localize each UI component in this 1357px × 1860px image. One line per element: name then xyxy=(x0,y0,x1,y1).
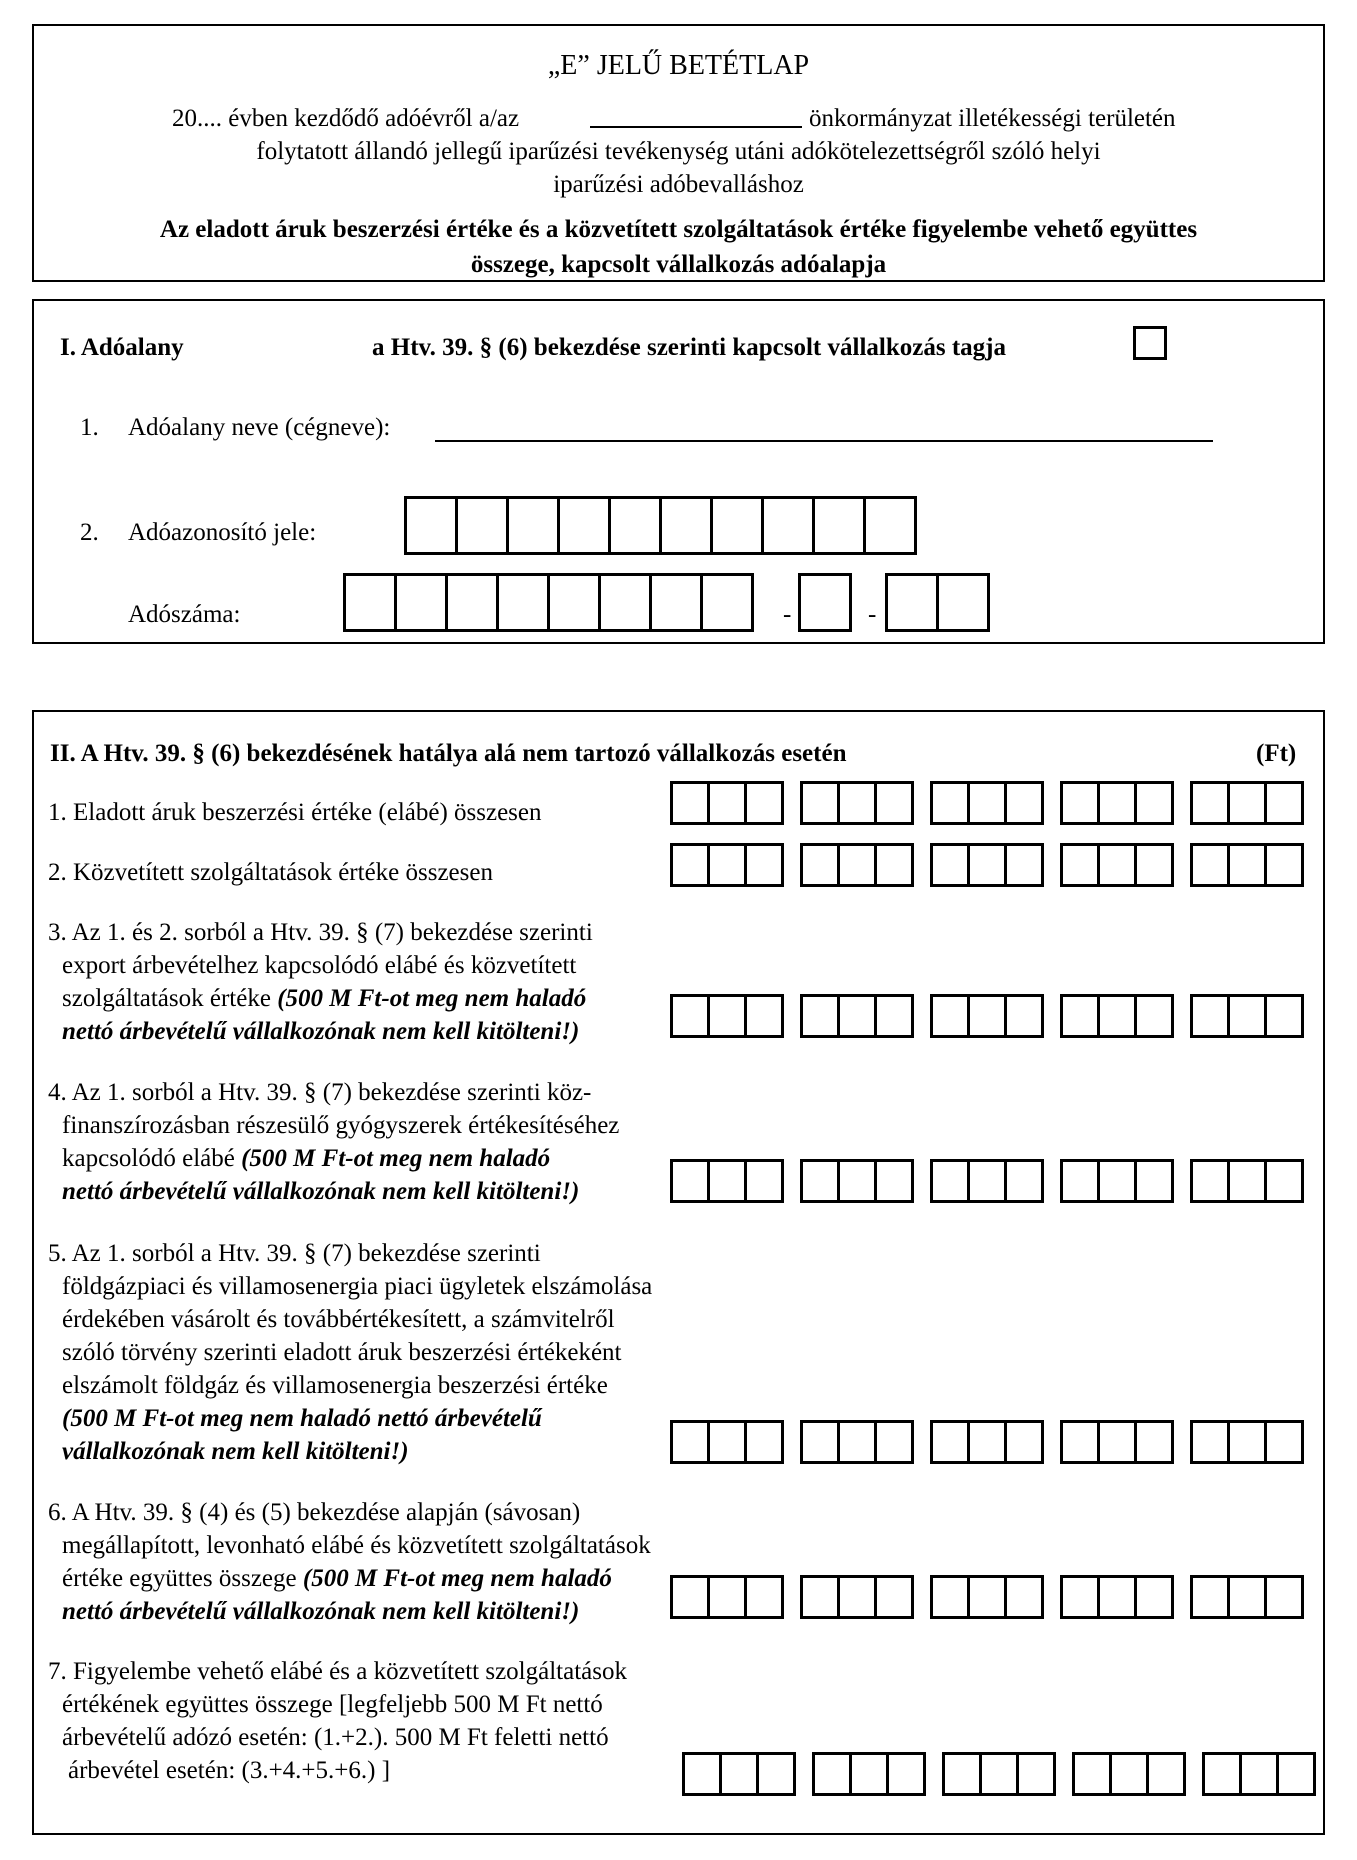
amount-digit-cell[interactable] xyxy=(1060,1159,1100,1203)
amount-digit-cell[interactable] xyxy=(1276,1752,1316,1796)
row6-amount-cells[interactable] xyxy=(670,1575,1304,1619)
amount-digit-cell[interactable] xyxy=(1134,1159,1174,1203)
amount-digit-cell[interactable] xyxy=(670,781,710,825)
row4-line3: kapcsolódó elábé (500 M Ft-ot meg nem haladó xyxy=(62,1145,551,1172)
dash-2: - xyxy=(868,601,877,628)
amount-digit-cell[interactable] xyxy=(1060,1575,1100,1619)
amount-digit-cell[interactable] xyxy=(886,1752,926,1796)
dash-1: - xyxy=(783,601,792,628)
amount-digit-cell[interactable] xyxy=(837,1159,877,1203)
amount-digit-cell[interactable] xyxy=(1190,1159,1230,1203)
amount-digit-cell[interactable] xyxy=(837,1420,877,1464)
amount-digit-cell[interactable] xyxy=(874,843,914,887)
row3-line4: nettó árbevételű vállalkozónak nem kell kitölteni!) xyxy=(62,1018,580,1045)
amount-digit-cell[interactable] xyxy=(1097,843,1137,887)
amount-digit-cell[interactable] xyxy=(1134,781,1174,825)
row5-line3: érdekében vásárolt és továbbértékesített, a számvitelről xyxy=(62,1306,615,1333)
amount-digit-cell[interactable] xyxy=(707,1420,747,1464)
amount-digit-cell[interactable] xyxy=(1227,994,1267,1038)
amount-digit-cell[interactable] xyxy=(707,1159,747,1203)
amount-digit-cell[interactable] xyxy=(1097,1575,1137,1619)
amount-digit-cell[interactable] xyxy=(1190,1420,1230,1464)
amount-digit-cell[interactable] xyxy=(1004,1420,1044,1464)
tax-id-cells[interactable] xyxy=(404,496,917,555)
amount-digit-cell[interactable] xyxy=(1134,994,1174,1038)
amount-digit-cell[interactable] xyxy=(1264,1420,1304,1464)
amount-digit-cell[interactable] xyxy=(837,843,877,887)
amount-digit-cell[interactable] xyxy=(1264,843,1304,887)
row5-line5: elszámolt földgáz és villamosenergia beszerzési értéke xyxy=(62,1372,608,1399)
amount-digit-cell[interactable] xyxy=(1004,1575,1044,1619)
row7-line2: értékének együttes összege [legfeljebb 500 M Ft nettó xyxy=(62,1691,603,1718)
row4-line1: 4. Az 1. sorból a Htv. 39. § (7) bekezdése szerinti köz- xyxy=(48,1079,592,1106)
amount-digit-cell[interactable] xyxy=(1227,1420,1267,1464)
header-bold1: Az eladott áruk beszerzési értéke és a közvetített szolgáltatások értéke figyelembe vehető együttes xyxy=(159,216,1198,243)
header-line1-after: önkormányzat illetékességi területén xyxy=(809,105,1176,132)
tax-number-label: Adószáma: xyxy=(128,601,241,628)
amount-digit-cell[interactable] xyxy=(874,1420,914,1464)
row3-line3: szolgáltatások értéke (500 M Ft-ot meg nem haladó xyxy=(62,985,587,1012)
amount-digit-cell[interactable] xyxy=(744,781,784,825)
row2-num: 2. xyxy=(80,519,99,546)
amount-digit-cell[interactable] xyxy=(1004,843,1044,887)
amount-digit-cell[interactable] xyxy=(670,843,710,887)
member-label: a Htv. 39. § (6) bekezdése szerinti kapcsolt vállalkozás tagja xyxy=(372,334,1006,361)
amount-digit-cell[interactable] xyxy=(1264,1159,1304,1203)
row7-amount-cells[interactable] xyxy=(682,1752,1316,1796)
row7-line1: 7. Figyelembe vehető elábé és a közvetített szolgáltatások xyxy=(48,1658,627,1685)
amount-digit-cell[interactable] xyxy=(1227,843,1267,887)
amount-digit-cell[interactable] xyxy=(942,1752,982,1796)
amount-digit-cell[interactable] xyxy=(930,843,970,887)
amount-digit-cell[interactable] xyxy=(1264,781,1304,825)
row5-line1: 5. Az 1. sorból a Htv. 39. § (7) bekezdése szerinti xyxy=(48,1240,541,1267)
amount-digit-cell[interactable] xyxy=(1134,1575,1174,1619)
amount-digit-cell[interactable] xyxy=(707,781,747,825)
amount-digit-cell[interactable] xyxy=(930,1575,970,1619)
amount-digit-cell[interactable] xyxy=(800,994,840,1038)
municipality-field[interactable] xyxy=(590,126,802,128)
header-line3: iparűzési adóbevalláshoz xyxy=(553,171,804,198)
tax-id-label: Adóazonosító jele: xyxy=(128,519,317,546)
amount-digit-cell[interactable] xyxy=(874,1575,914,1619)
amount-digit-cell[interactable] xyxy=(1146,1752,1186,1796)
amount-digit-cell[interactable] xyxy=(744,843,784,887)
unit-label: (Ft) xyxy=(1256,740,1297,767)
amount-digit-cell[interactable] xyxy=(744,1420,784,1464)
amount-digit-cell[interactable] xyxy=(1190,994,1230,1038)
section2-heading: II. A Htv. 39. § (6) bekezdésének hatálya alá nem tartozó vállalkozás esetén xyxy=(50,740,847,767)
amount-digit-cell[interactable] xyxy=(800,1159,840,1203)
row4-line4: nettó árbevételű vállalkozónak nem kell kitölteni!) xyxy=(62,1178,580,1205)
row3-line2: export árbevételhez kapcsolódó elábé és közvetített xyxy=(62,952,577,979)
amount-digit-cell[interactable] xyxy=(670,1575,710,1619)
amount-digit-cell[interactable] xyxy=(756,1752,796,1796)
page-title: „E” JELŰ BETÉTLAP xyxy=(547,50,810,81)
amount-digit-cell[interactable] xyxy=(744,1575,784,1619)
header-line2: folytatott állandó jellegű iparűzési tevékenység utáni adókötelezettségről szóló helyi xyxy=(256,138,1101,165)
amount-digit-cell[interactable] xyxy=(1134,1420,1174,1464)
amount-digit-cell[interactable] xyxy=(849,1752,889,1796)
amount-digit-cell[interactable] xyxy=(719,1752,759,1796)
amount-digit-cell[interactable] xyxy=(1239,1752,1279,1796)
row2-label: 2. Közvetített szolgáltatások értéke összesen xyxy=(48,859,493,886)
amount-digit-cell[interactable] xyxy=(837,781,877,825)
amount-digit-cell[interactable] xyxy=(967,781,1007,825)
row1-num: 1. xyxy=(80,414,99,441)
row4-amount-cells[interactable] xyxy=(670,1159,1304,1203)
row1-label: 1. Eladott áruk beszerzési értéke (elábé) összesen xyxy=(48,799,542,826)
row6-line1: 6. A Htv. 39. § (4) és (5) bekezdése alapján (sávosan) xyxy=(48,1499,581,1526)
amount-digit-cell[interactable] xyxy=(670,1159,710,1203)
amount-digit-cell[interactable] xyxy=(800,781,840,825)
amount-digit-cell[interactable] xyxy=(682,1752,722,1796)
amount-digit-cell[interactable] xyxy=(1190,781,1230,825)
amount-digit-cell[interactable] xyxy=(967,1159,1007,1203)
name-field[interactable] xyxy=(435,440,1213,442)
amount-digit-cell[interactable] xyxy=(874,781,914,825)
row3-amount-cells[interactable] xyxy=(670,994,1304,1038)
amount-digit-cell[interactable] xyxy=(1004,781,1044,825)
amount-digit-cell[interactable] xyxy=(744,994,784,1038)
amount-digit-cell[interactable] xyxy=(1227,781,1267,825)
amount-digit-cell[interactable] xyxy=(930,994,970,1038)
amount-digit-cell[interactable] xyxy=(1190,843,1230,887)
amount-digit-cell[interactable] xyxy=(930,1420,970,1464)
amount-digit-cell[interactable] xyxy=(930,781,970,825)
amount-digit-cell[interactable] xyxy=(707,994,747,1038)
amount-digit-cell[interactable] xyxy=(1227,1159,1267,1203)
amount-digit-cell[interactable] xyxy=(812,1752,852,1796)
amount-digit-cell[interactable] xyxy=(707,843,747,887)
amount-digit-cell[interactable] xyxy=(837,994,877,1038)
amount-digit-cell[interactable] xyxy=(1202,1752,1242,1796)
amount-digit-cell[interactable] xyxy=(744,1159,784,1203)
amount-digit-cell[interactable] xyxy=(1004,994,1044,1038)
name-label: Adóalany neve (cégneve): xyxy=(128,414,391,441)
amount-digit-cell[interactable] xyxy=(1134,843,1174,887)
amount-digit-cell[interactable] xyxy=(1097,994,1137,1038)
amount-digit-cell[interactable] xyxy=(707,1575,747,1619)
row4-line2: finanszírozásban részesülő gyógyszerek értékesítéséhez xyxy=(62,1112,620,1139)
row3-line1: 3. Az 1. és 2. sorból a Htv. 39. § (7) bekezdése szerinti xyxy=(48,919,593,946)
amount-digit-cell[interactable] xyxy=(800,843,840,887)
amount-digit-cell[interactable] xyxy=(1097,781,1137,825)
amount-digit-cell[interactable] xyxy=(1072,1752,1112,1796)
header-bold2: összege, kapcsolt vállalkozás adóalapja xyxy=(470,251,887,278)
amount-digit-cell[interactable] xyxy=(1109,1752,1149,1796)
amount-digit-cell[interactable] xyxy=(967,994,1007,1038)
amount-digit-cell[interactable] xyxy=(967,1420,1007,1464)
amount-digit-cell[interactable] xyxy=(670,1420,710,1464)
amount-digit-cell[interactable] xyxy=(967,843,1007,887)
amount-digit-cell[interactable] xyxy=(1060,781,1100,825)
tax-number-cells-1[interactable] xyxy=(343,573,754,632)
amount-digit-cell[interactable] xyxy=(967,1575,1007,1619)
amount-digit-cell[interactable] xyxy=(1264,1575,1304,1619)
row7-line4: árbevétel esetén: (3.+4.+5.+6.) ] xyxy=(68,1757,391,1784)
amount-digit-cell[interactable] xyxy=(1264,994,1304,1038)
amount-digit-cell[interactable] xyxy=(874,1159,914,1203)
row5-amount-cells[interactable] xyxy=(670,1420,1304,1464)
member-checkbox[interactable] xyxy=(1133,326,1167,360)
row1-amount-cells[interactable] xyxy=(670,781,1304,825)
amount-digit-cell[interactable] xyxy=(837,1575,877,1619)
tax-number-cells-3[interactable] xyxy=(885,573,990,632)
row6-line4: nettó árbevételű vállalkozónak nem kell kitölteni!) xyxy=(62,1598,580,1625)
tax-number-cells-2[interactable] xyxy=(798,573,852,632)
amount-digit-cell[interactable] xyxy=(1190,1575,1230,1619)
amount-digit-cell[interactable] xyxy=(800,1420,840,1464)
row5-line4: szóló törvény szerinti eladott áruk beszerzési értékeként xyxy=(62,1339,622,1366)
amount-digit-cell[interactable] xyxy=(1060,843,1100,887)
row7-line3: árbevételű adózó esetén: (1.+2.). 500 M Ft feletti nettó xyxy=(62,1724,609,1751)
amount-digit-cell[interactable] xyxy=(930,1159,970,1203)
header-line1-before: 20.... évben kezdődő adóévről a/az xyxy=(172,105,520,132)
amount-digit-cell[interactable] xyxy=(800,1575,840,1619)
amount-digit-cell[interactable] xyxy=(1060,994,1100,1038)
row5-line6: (500 M Ft-ot meg nem haladó nettó árbevételű xyxy=(62,1405,542,1432)
amount-digit-cell[interactable] xyxy=(1060,1420,1100,1464)
amount-digit-cell[interactable] xyxy=(1097,1420,1137,1464)
row5-line2: földgázpiaci és villamosenergia piaci ügyletek elszámolása xyxy=(62,1273,653,1300)
amount-digit-cell[interactable] xyxy=(1227,1575,1267,1619)
amount-digit-cell[interactable] xyxy=(1016,1752,1056,1796)
row5-line7: vállalkozónak nem kell kitölteni!) xyxy=(62,1438,409,1465)
amount-digit-cell[interactable] xyxy=(874,994,914,1038)
amount-digit-cell[interactable] xyxy=(1004,1159,1044,1203)
amount-digit-cell[interactable] xyxy=(1097,1159,1137,1203)
row6-line3: értéke együttes összege (500 M Ft-ot meg nem haladó xyxy=(62,1565,612,1592)
row2-amount-cells[interactable] xyxy=(670,843,1304,887)
section1-heading: I. Adóalany xyxy=(60,334,184,361)
amount-digit-cell[interactable] xyxy=(979,1752,1019,1796)
amount-digit-cell[interactable] xyxy=(670,994,710,1038)
row6-line2: megállapított, levonható elábé és közvetített szolgáltatások xyxy=(62,1532,651,1559)
